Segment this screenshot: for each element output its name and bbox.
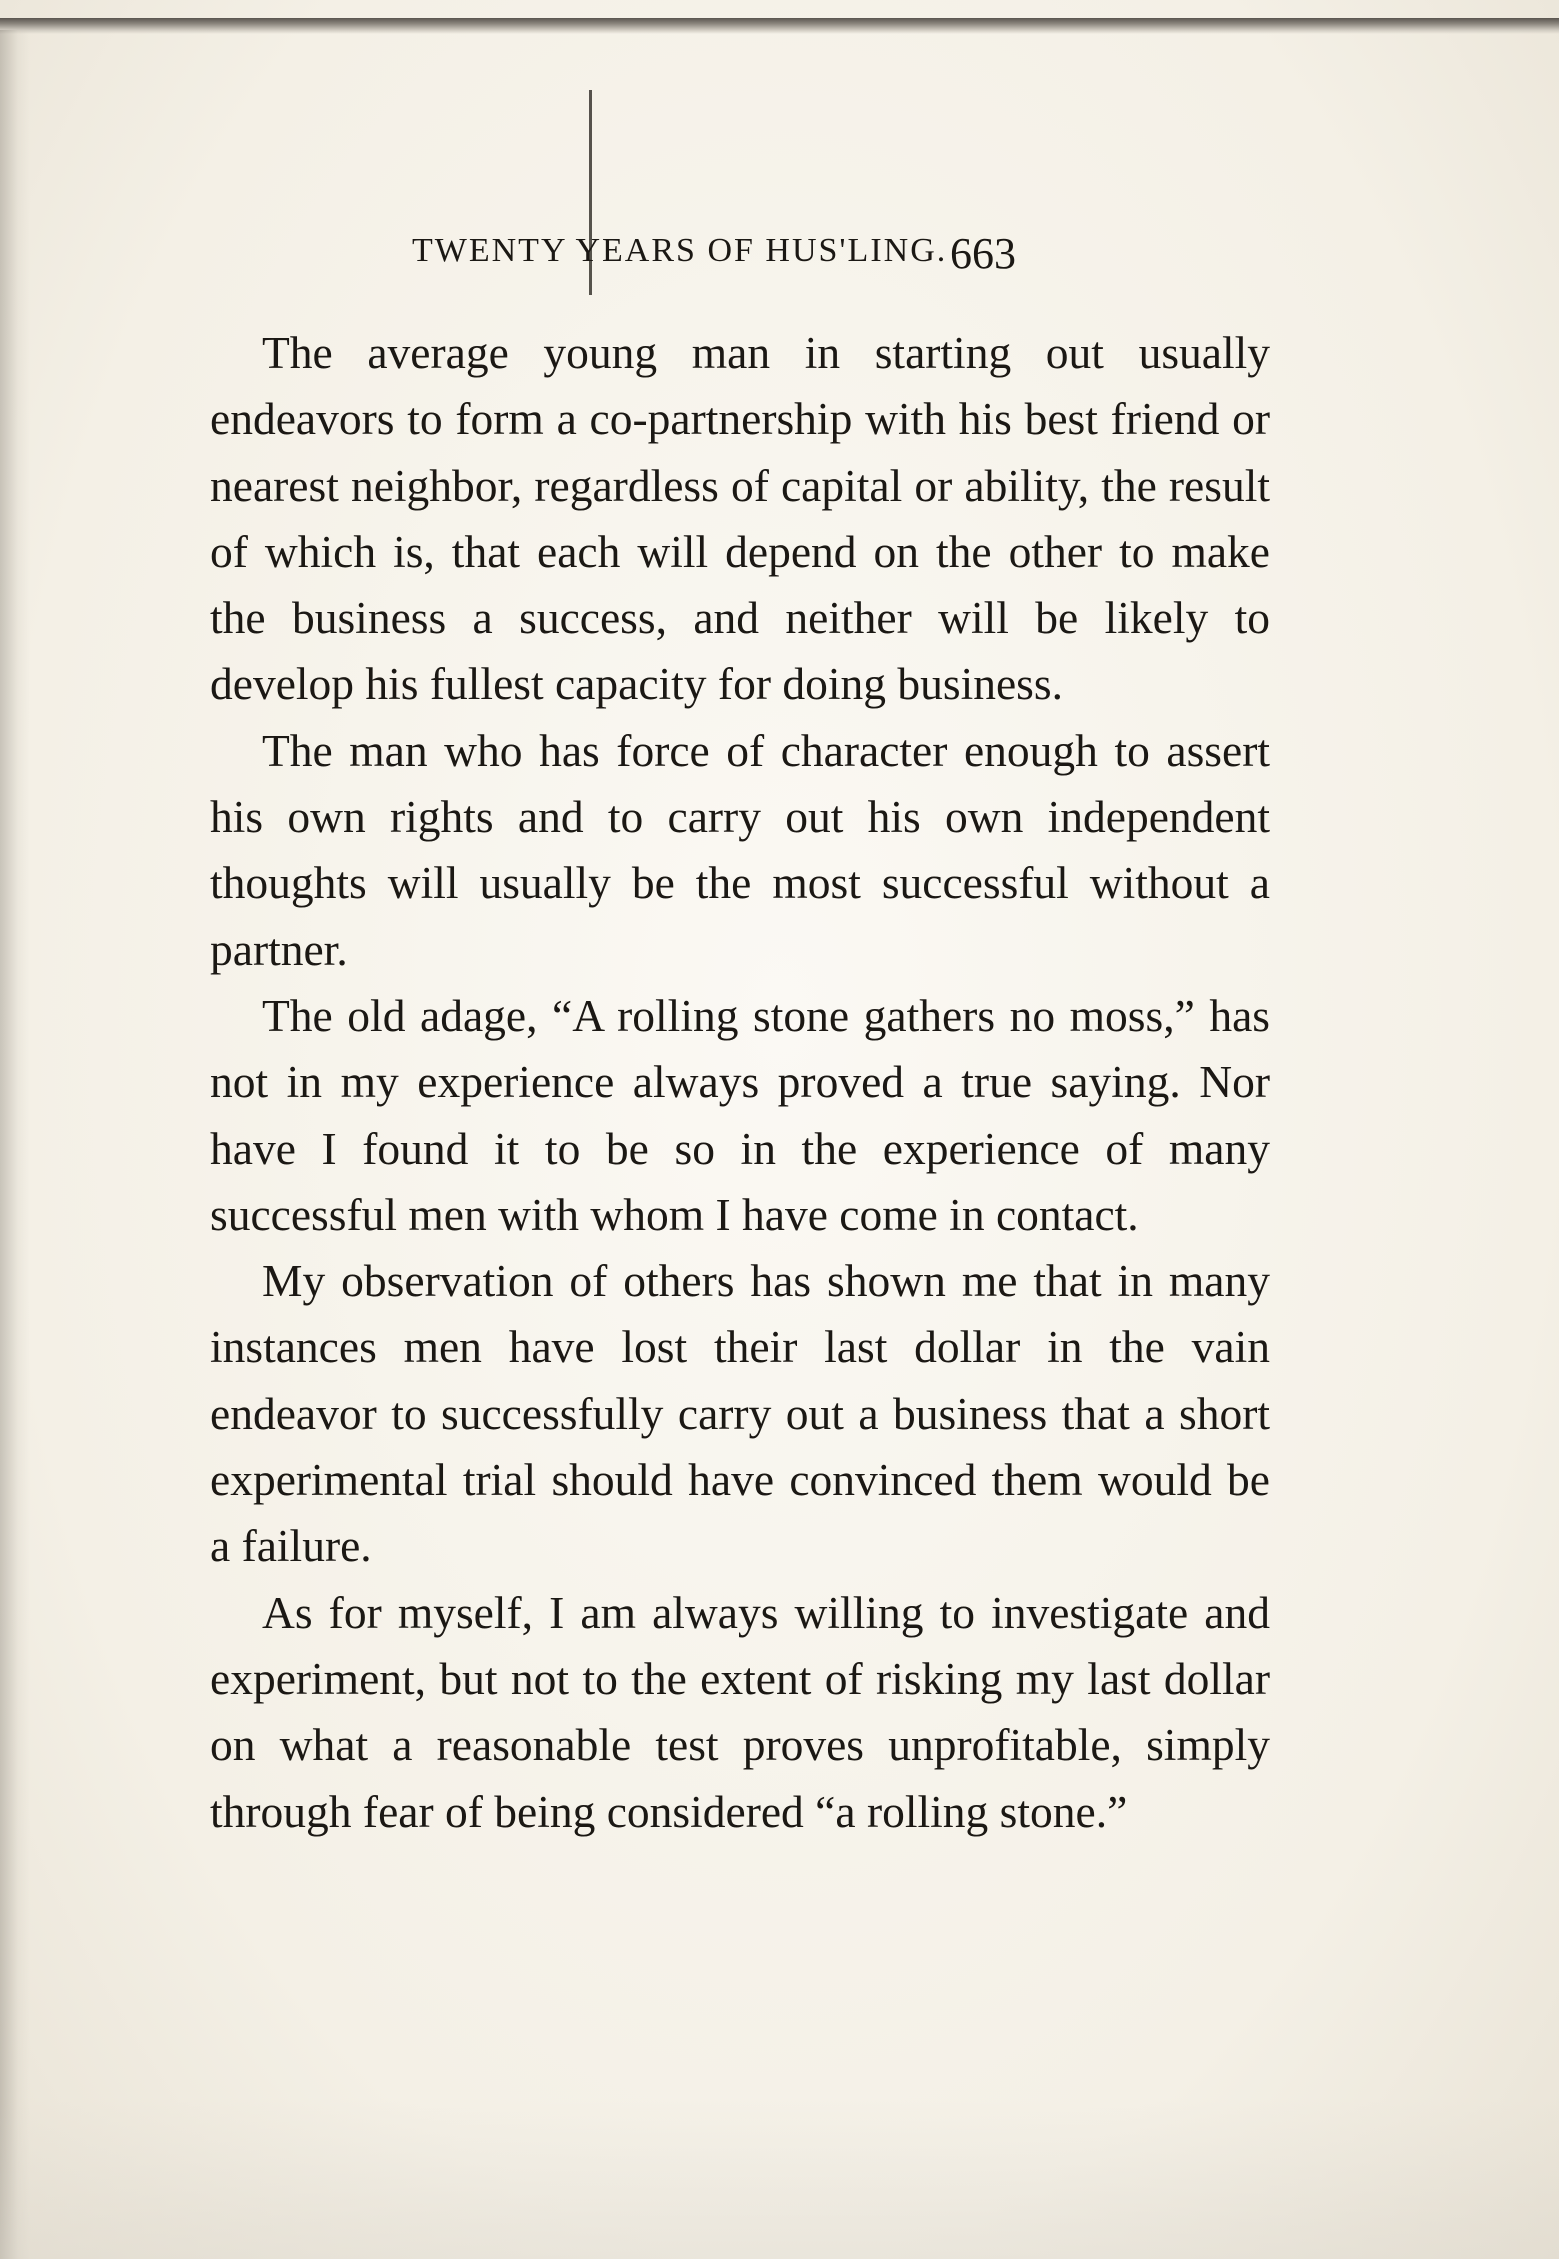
scan-bottom-shading [0, 2100, 1559, 2259]
paragraph-4: My observation of others has shown me that in many instances men have lost their last dollar in the vain endeavor to successfully carry out a business that a short experimental trial should have convinced them would be a failure. [210, 1255, 1270, 1572]
paragraph-3: The old adage, “A rolling stone gathers no moss,” has not in my experience always proved a true saying. Nor have I found it to be so in the experience of many successful men with whom I have come in contact. [210, 989, 1270, 1240]
paragraph-2: The man who has force of character enough to assert his own rights and to carry out his own independent thoughts will usually be the most successful without a partner. [210, 724, 1270, 975]
page-number: 663 [950, 229, 1016, 278]
paragraph-1: The average young man in starting out usually endeavors to form a co-partnership with his best friend or nearest neighbor, regardless of capital or ability, the result of which is, that each will depend on the other to make the business a success, and neither will be likely to develop his fullest capacity for doing business. [210, 327, 1270, 710]
body-text [210, 320, 1270, 1845]
paragraph-5: As for myself, I am always willing to investigate and experiment, but not to the extent of risking my last dollar on what a reasonable test proves unprofitable, simply through fear of being considered “a rolling stone.” [210, 1586, 1270, 1837]
scan-top-edge [0, 18, 1559, 34]
running-head: TWENTY YEARS OF HUS'LING. [412, 232, 948, 269]
scan-left-edge [0, 30, 30, 2259]
